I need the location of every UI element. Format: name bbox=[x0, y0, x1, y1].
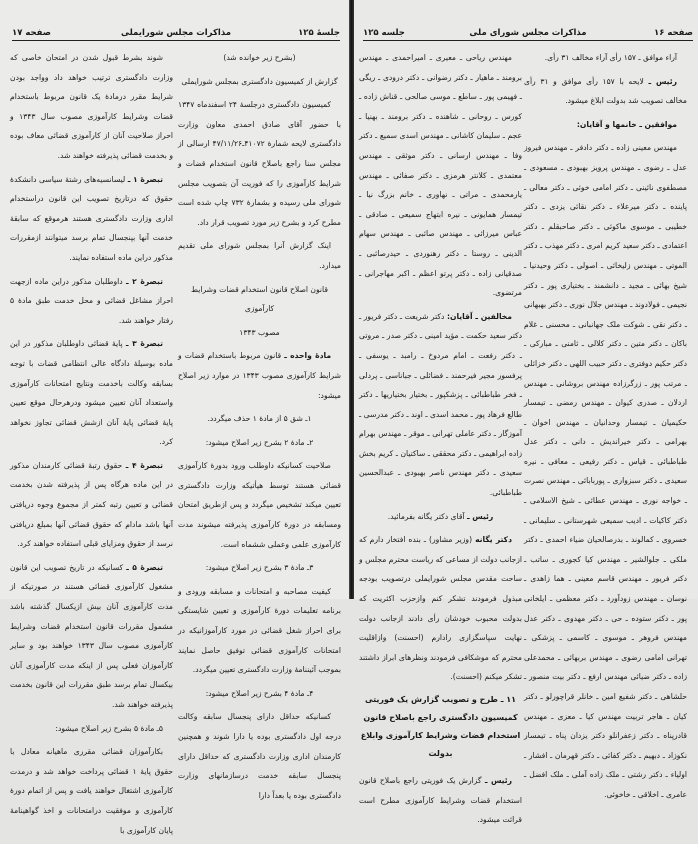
paragraph bbox=[178, 582, 341, 680]
paragraph-text: ۱۱ ـ طرح و تصویب گزارش یک فوریتی کمیسیون دادگستری راجع باصلاح قانون استخدام قضات وشرایط کارآموزی وابلاغ بدولت bbox=[360, 695, 521, 758]
paragraph-text: حقوق رتبهٔ قضائی کارمندان مذکور در این ماده هرگاه پس از پذیرفته شدن بخدمت قضائی و تعیین رتبه کمتر از مجموع وجوه دریافتی آنها باشد مادام که حقوق قضائی آنها بمبلغ دریافتی نرسد از حقوق ومزایای قبلی استفاده خواهند کرد. bbox=[10, 460, 173, 549]
paragraph-text: ۴ـ مادهٔ ۴ بشرح زیر اصلاح میشود: bbox=[205, 688, 314, 698]
paragraph-text: ۱ـ شق ۵ از مادهٔ ۱ حذف میگردد. bbox=[207, 414, 312, 424]
centered-line bbox=[178, 280, 341, 319]
centered-line bbox=[178, 323, 341, 343]
paragraph-text: گزارش یک فوریتی راجع باصلاح قانون استخدام قضات وشرایط کارآموزی مطرح است قرائت میشود. bbox=[359, 776, 522, 825]
paragraph-text: اینک گزارش آنرا بمجلس شورای ملی تقدیم میدارد. bbox=[178, 241, 341, 270]
paragraph-lead: مادهٔ واحده ـ bbox=[284, 351, 332, 361]
running-title: مذاکرات مجلس شورای ملی bbox=[469, 28, 587, 38]
paragraph-text: (وزیر مشاور) ـ بنده افتخار دارم که ازجانب دولت از مساعی که ریاست محترم مجلس و ساحت مقدس مجلس شورایملی درتصویب بودجه مبذول فرمودند تشکر کنم وازحزب اکثریت که بدولت محبوب خودشان رأی دادند ازجانب دولت نهایت سپاسگزاری رادارم (احسنت) وازاقلیت محترم که موشکافی فرمودند ونظرهای ابراز داشتند تشکر میکنم (احسنت). bbox=[359, 535, 522, 682]
page-number: صفحه ۱۶ bbox=[654, 28, 693, 38]
paragraph-lead: رئیس ـ bbox=[484, 776, 512, 785]
page-17 bbox=[0, 0, 349, 835]
paragraph-text: دکتر شریعت ـ دکتر فریور ـ دکتر سعید حکمت ـ مؤید امینی ـ دکتر صدر ـ مروتی ـ دکتر رفعت ـ امام مردوخ ـ رامبد ـ یوسفی ـ پرفسور مجیر فیرحمند ـ فضائلی ـ جباناسی ـ پردلی ـ فخر طباطبائی ـ پزشکپور ـ بختیار بختیاریها ـ دکتر طالع فرهاد پور ـ محمد اسدی ـ اوند ـ دکتر مدرسی ـ آموزگار ـ دکتر عاملی تهرانی ـ موقر ـ مهندس بهرام زاده ابراهیمی ـ دکتر محققی ـ ساکتیان ـ کریم بخش سعیدی ـ دکتر مهندس ناصر بهبودی ـ عبدالحسین طباطبائی. bbox=[359, 311, 522, 498]
paragraph-lead: تبصرهٔ ۴ ـ bbox=[125, 460, 163, 470]
paragraph-text: شوند بشرط قبول شدن در امتحان خاصی که وزارت دادگستری ترتیب خواهد داد وواجد بودن شرایط مقرر درمادهٔ یک قانون مربوط باستخدام قضات وشرایط کارآموزی مصوب سال ۱۳۴۳ و احراز صلاحیت آنان از کارآموزی قضائی معاف بوده و بخدمت قضائی پذیرفته خواهند شد. bbox=[10, 53, 173, 160]
paragraph bbox=[524, 72, 687, 111]
paragraph bbox=[178, 95, 341, 232]
paragraph-text: لیسانسیه‌های رشتهٔ سیاسی دانشکدهٔ حقوق که درتاریخ تصویب این قانون دراستخدام اداری وزارت دادگستری هستند هرموقع که سابقهٔ خدمت آنها بپنجسال تمام برسد میتوانند ازمقررات مذکور دراین ماده استفاده نمایند. bbox=[10, 174, 173, 262]
paragraph bbox=[359, 530, 522, 687]
paragraph-text: داوطلبان مذکور دراین ماده ازجهت احراز مشاغل قضائی و محل خدمت طبق مادهٔ ۵ رفتار خواهند شد. bbox=[10, 276, 173, 325]
paragraph-text: بکارآموزان قضائی مقرری ماهیانه معادل با حقوق پایهٔ ۱ قضائی پرداخت خواهد شد و درمدت کارآموزی اشتغال خواهند یافت و پس از اتمام دورهٔ کارآموزی و موفقیت درامتحانات و اخذ گواهینامهٔ پایان کارآموزی با bbox=[10, 747, 174, 835]
paragraph-text: قانون اصلاح قانون استخدام قضات وشرایط کارآموزی bbox=[191, 284, 328, 314]
paragraph bbox=[178, 707, 341, 805]
centered-line bbox=[178, 433, 341, 453]
page-header bbox=[12, 28, 340, 41]
paragraph bbox=[524, 48, 687, 68]
paragraph-text: قانون مربوط باستخدام قضات و شرایط کارآموزی مصوب ۱۳۴۳ در موارد زیر اصلاح میشود: bbox=[178, 351, 341, 400]
paragraph-text: ۲ـ مادهٔ ۲ بشرح زیر اصلاح میشود: bbox=[205, 437, 314, 447]
paragraph bbox=[10, 334, 173, 452]
paragraph bbox=[178, 236, 341, 275]
section-heading bbox=[359, 691, 522, 763]
paragraph bbox=[359, 307, 522, 503]
paragraph-text: کسانیکه حداقل دارای پنجسال سابقه وکالت درجه اول دادگستری بوده یا دارا شوند و همچنین کارمندان اداری وزارت دادگستری که حداقل دارای پنجسال سابقه خدمت درسازمانهای وزارت دادگستری بوده یا بعداً دارا bbox=[178, 712, 341, 800]
paragraph bbox=[10, 48, 173, 166]
paragraph-lead: تبصرهٔ ۳ ـ bbox=[125, 339, 163, 349]
paragraph-text: گزارش از کمیسیون دادگستری بمجلس شورایملی bbox=[181, 76, 338, 86]
paragraph bbox=[178, 456, 341, 554]
paragraph-text: مصوب ۱۳۴۳ bbox=[239, 327, 280, 337]
text-column-right bbox=[524, 48, 687, 809]
paragraph-lead: دکتر یگانه bbox=[475, 535, 512, 545]
paragraph bbox=[10, 558, 173, 715]
paragraph-text: کیفیت مصاحبه و امتحانات و مسابقه ورودی و برنامه تعلیمات دورهٔ کارآموزی و تعیین شایستگی برای احراز شغل قضائی در مورد کارآموزانیکه در امتحانات کارآموزی قضائی توفیق حاصل نمایند بموجب آئیننامهٔ وزارت دادگستری تعیین میگردد. bbox=[178, 586, 341, 675]
paragraph-text: مهندس معینی زاده ـ دکتر دادفر ـ مهندس فیروز عدل ـ رضوی ـ مهندس پرویز بهبودی ـ مسعودی ـ مصطفوی نائینی ـ دکتر امامی خوئی ـ دکتر معالی ـ پاینده ـ دکتر میرعلاء ـ دکتر نقائی یزدی ـ دکتر خطیبی ـ موسوی ماکوئی ـ دکتر صاحبقلم ـ دکتر اعتمادی ـ دکتر سعید کریم امری ـ دکتر مهذب ـ دکتر الموتی ـ مهندس زلیخائی ـ اصولی ـ دکتر وحیدنیا ـ شیخ بهائی ـ مجید ـ دانشمند ـ بختیاری پور ـ دکتر نجیمی ـ فولادوند ـ مهندس جلال نوری ـ دکتر بهبهانی ـ دکتر نقی ـ شوکت ملک جهانبانی ـ محسنی ـ غلام باکان ـ دکتر متین ـ دکتر کلالی ـ ثامنی ـ مبارکی ـ دکتر حکیم دوفتری ـ دکتر حبیب اللهی ـ دکتر خزائلی ـ مرتب پور ـ زرگرزاده مهندس بروشانی ـ مهندس اردلان ـ صدری کیوان ـ مهندس رمضی ـ تیمسار حکیمیان ـ تیمسار وحدانیان ـ مهندس اخوان ـ بهرامی ـ دکتر خیراندیش ـ دانی ـ دکتر عدل طباطبائی ـ قیاس ـ دکتر رفیعی ـ معافی ـ نیره سعیدی ـ دکتر سبزواری ـ پوربابائی ـ مهندس نصرت ـ خواجه نوری ـ مهندس عطائی ـ شیخ الاسلامی ـ دکتر کاکیات ـ ادیب سمیعی شهرستانی ـ سلیمانی ـ خسروی ـ کمالوند ـ بدرصالحیان ضیاء احمدی ـ دکتر ملکی ـ جلوالشیر ـ مهندس کیا کجوری ـ ساتب ـ دکتر فریور ـ مهندس قاسم معینی ـ هما زاهدی ـ نوسان ـ مهندس زودآورد ـ دکتر معظمی ـ ایلخانی پور ـ دکتر ستوده ـ حی ـ دکتر مهدوی ـ دکتر عدل مهندس فروهر ـ موسوی ـ کاسمی ـ پزشکی ـ تهرانی امامی رضوی ـ مهندس بربهائی ـ محمدعلی زاده ـ دکتر ضیائی مهندس ارفع ـ دکتر بیت منصور ـ حلشاهی ـ دکتر شفیع امین ـ خانلر قراچورلو ـ دکتر کیان ـ هاجر تربیت مهندس کیا ـ معزی ـ مهندس قادرپناه ـ دکتر زعفرانلو دکتر یزدان پناه ـ تیمسار نکوزاد ـ دبهیم ـ دکتر کفائی ـ دکتر قهرمان ـ افشار ـ اولیاء ـ دکتر رشتی ـ ملک زاده آملی ـ ملک افضل ـ عامری ـ اخلاقی ـ خاخوئی. bbox=[524, 143, 687, 799]
paragraph bbox=[524, 138, 687, 804]
page-16 bbox=[349, 0, 698, 825]
paragraph-text: پایهٔ قضائی داوطلبان مذکور در این ماده بوسیلهٔ دادگاه عالی انتظامی قضات با توجه بسابقه وکالت باخدمت ونتایج امتحانات کارآموزی واستعداد آنان تعیین میشود ودرهرحال موقع تعیین پایهٔ قضائی پایهٔ آنان ازشش قضائی تجاوز نخواهد کرد. bbox=[10, 339, 173, 447]
session-number: جلسه ۱۲۵ bbox=[363, 28, 405, 38]
page-number: صفحه ۱۷ bbox=[12, 28, 51, 38]
paragraph bbox=[178, 346, 341, 405]
paragraph-text: آراء موافق ـ ۱۵۷ رأی آراء مخالف ۳۱ رأی. bbox=[544, 53, 677, 62]
paragraph bbox=[10, 719, 173, 739]
paragraph bbox=[10, 170, 173, 268]
session-number: جلسهٔ ۱۲۵ bbox=[298, 28, 340, 38]
paragraph-text: کسانیکه در تاریخ تصویب این قانون مشغول کارآموزی قضائی هستند در صورتیکه از مدت کارآموزی آنان بیش ازیکسال گذشته باشد مشمول مقررات قانون استخدام قضات وشرایط کارآموزی مصوب سال ۱۳۴۳ خواهند بود و سایر کارآموزان فعلی پس از اینکه مدت کارآموزی آنان بیکسال تمام برسد طبق مقررات این قانون بخدمت پذیرفته خواهند شد. bbox=[10, 562, 174, 709]
paragraph-text: لایحه با ۱۵۷ رأی موافق و ۳۱ رأی مخالف تصویب شد بدولت ابلاغ میشود. bbox=[524, 76, 687, 106]
paragraph bbox=[359, 48, 522, 303]
paragraph bbox=[359, 771, 522, 830]
centered-line bbox=[178, 409, 341, 429]
paragraph-text: صلاحیت کسانیکه داوطلب ورود بدورهٔ کارآموزی قضائی هستند توسط هیأتیکه وزارت دادگستری تعیین میکند تشخیص میگردد و پس ازطریق امتحان ومسابقه در دورهٔ کارآموزی پذیرفته میشوند مدت کارآموزی علمی وعملی ششماه است. bbox=[178, 461, 341, 549]
paragraph-text: کمیسیون دادگستری درجلسهٔ ۲۴ اسفندماه ۱۳۴۷ با حضور آقای صادق احمدی معاون وزارت دادگستری لایحه شمارهٔ ۴۱۰۷۲ـ۴۷/۱۱/۲۶ ارسالی از مجلس سنا راجع باصلاح قانون استخدام قضات و شرایط کارآموزی را که فوریت آن بتصویب مجلس شورای ملی رسیده و بشمارهٔ ۷۳۲ چاپ شده است مطرح کرد و بشرح زیر مورد تصویب قرار داد. bbox=[178, 100, 342, 227]
paragraph-lead: مخالفین ـ آقایان: bbox=[446, 311, 512, 321]
paragraph bbox=[524, 115, 687, 135]
text-column-left bbox=[359, 48, 522, 834]
centered-line bbox=[178, 558, 341, 578]
centered-line bbox=[178, 72, 341, 92]
paragraph-text: ۳ـ مادهٔ ۳ بشرح زیر اصلاح میشود: bbox=[205, 563, 314, 573]
paragraph-text: (بشرح زیر خوانده شد) bbox=[223, 53, 296, 62]
paragraph-text: ۵ـ مادهٔ ۵ بشرح زیر اصلاح میشود: bbox=[55, 723, 163, 733]
paragraph bbox=[10, 456, 173, 554]
book-spine bbox=[349, 0, 354, 599]
paragraph-lead: موافقین ـ خانمها و آقایان: bbox=[576, 119, 677, 129]
running-title: مذاکرات مجلس شورایملی bbox=[120, 28, 232, 38]
centered-line bbox=[359, 507, 522, 527]
paragraph bbox=[10, 742, 173, 840]
centered-line bbox=[178, 684, 341, 704]
text-column-left bbox=[10, 48, 173, 844]
centered-line bbox=[178, 48, 341, 68]
page-header bbox=[363, 28, 693, 41]
paragraph-text: مهندس ریاحی ـ معیری ـ امیراحمدی ـ مهندس برومند ـ ماهیار ـ دکتر رضوانی ـ دکتر درودی ـ ریگی ـ فهیمی پور ـ ساطع ـ موسی صالحی ـ قناش زاده ـ کورس ـ روحانی ـ شاهنده ـ دکتر برومند ـ بهنیا ـ عجم ـ سلیمان کاشانی ـ مهندس اسدی سمیع ـ دکتر وفا ـ مهندس ارسانی ـ دکتر موثقی ـ مهندس معتمدی ـ کلانتر هرمزی ـ دکتر صفائی ـ مهندس یارمحمدی ـ مراتی ـ نهاوری ـ خانم بزرگ نیا ـ تیمسار همایونی ـ نیره ابتهاج سمیعی ـ صادقی ـ عباس میرزائی ـ مهندس صائبی ـ مهندس سهام الدینی ـ روستا ـ دکتر رهنوردی ـ حیدرصائبی ـ صدقیانی زاده ـ دکتر پرتو اعظم ـ اکبر مهاجرانی ـ مرتضوی. bbox=[359, 53, 522, 298]
paragraph-lead: رئیس ـ bbox=[648, 76, 678, 86]
paragraph bbox=[10, 272, 173, 331]
paragraph-lead: تبصرهٔ ۵ ـ bbox=[126, 562, 163, 572]
paragraph-text: آقای دکتر یگانه بفرمائید. bbox=[387, 511, 465, 521]
paragraph-lead: تبصرهٔ ۱ ـ bbox=[127, 174, 163, 184]
text-column-right bbox=[178, 48, 341, 809]
paragraph-lead: رئیس ـ bbox=[466, 511, 494, 521]
paragraph-lead: تبصرهٔ ۲ ـ bbox=[126, 276, 163, 286]
